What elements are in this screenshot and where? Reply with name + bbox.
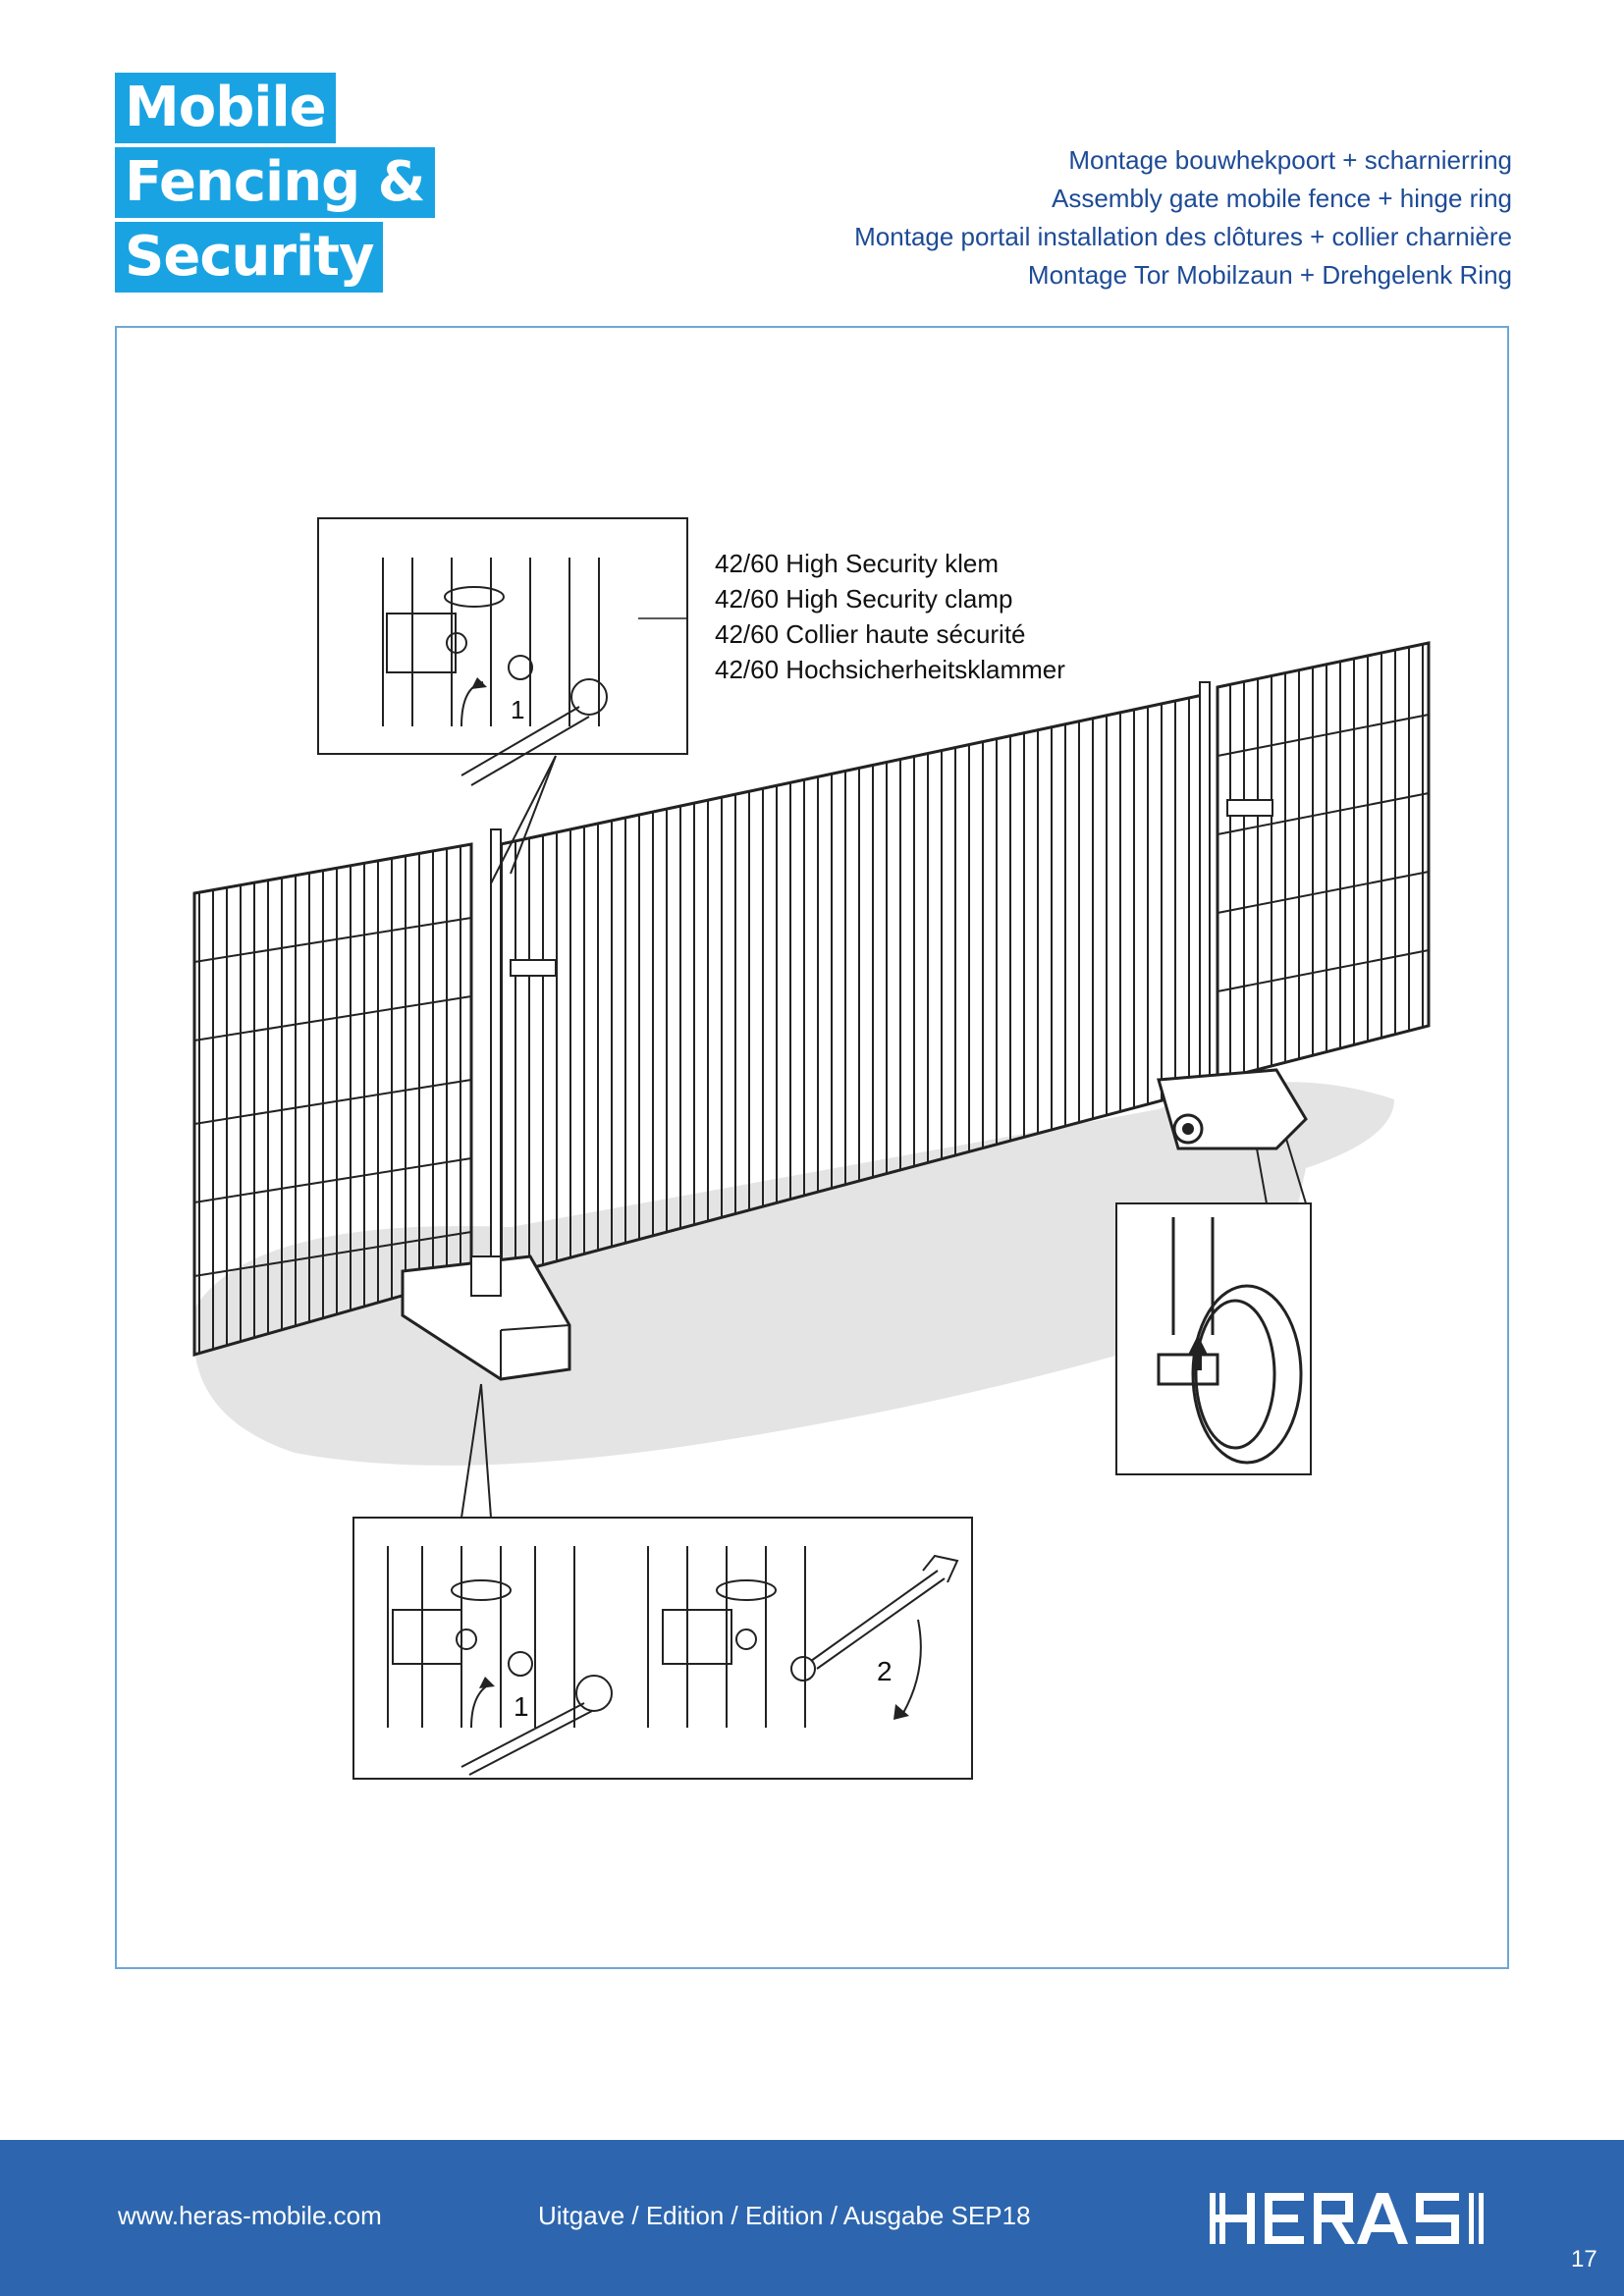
step-label-bottom-2: 2 bbox=[877, 1656, 893, 1686]
footer-website-link[interactable]: www.heras-mobile.com bbox=[118, 2201, 382, 2230]
title-dutch: Montage bouwhekpoort + scharnierring bbox=[1068, 145, 1512, 175]
title-english: Assembly gate mobile fence + hinge ring bbox=[1052, 184, 1512, 213]
right-fence-panel bbox=[1218, 643, 1429, 1080]
page-number: 17 bbox=[1571, 2246, 1597, 2272]
brand-line-2: Fencing & bbox=[115, 147, 435, 218]
title-french: Montage portail installation des clôtures + collier charnière bbox=[854, 222, 1512, 251]
footer-edition-text: Uitgave / Edition / Edition / Ausgabe SEP18 bbox=[538, 2201, 1031, 2230]
step-label-bottom-1: 1 bbox=[514, 1691, 529, 1722]
callout-line-dutch: 42/60 High Security klem bbox=[715, 549, 1000, 578]
clamp-callout-label bbox=[715, 546, 1065, 687]
callout-line-french: 42/60 Collier haute sécurité bbox=[715, 619, 1026, 649]
brand-line-3: Security bbox=[115, 222, 383, 293]
heras-logo bbox=[1210, 2189, 1504, 2248]
callout-line-english: 42/60 High Security clamp bbox=[715, 584, 1013, 614]
right-base-wheel bbox=[1159, 1070, 1306, 1148]
callout-line-german: 42/60 Hochsicherheitsklammer bbox=[715, 655, 1065, 684]
title-german: Montage Tor Mobilzaun + Drehgelenk Ring bbox=[1027, 260, 1512, 290]
brand-line-1: Mobile bbox=[115, 73, 336, 143]
step-label-top: 1 bbox=[511, 695, 525, 724]
footer-bar bbox=[0, 2140, 1624, 2296]
